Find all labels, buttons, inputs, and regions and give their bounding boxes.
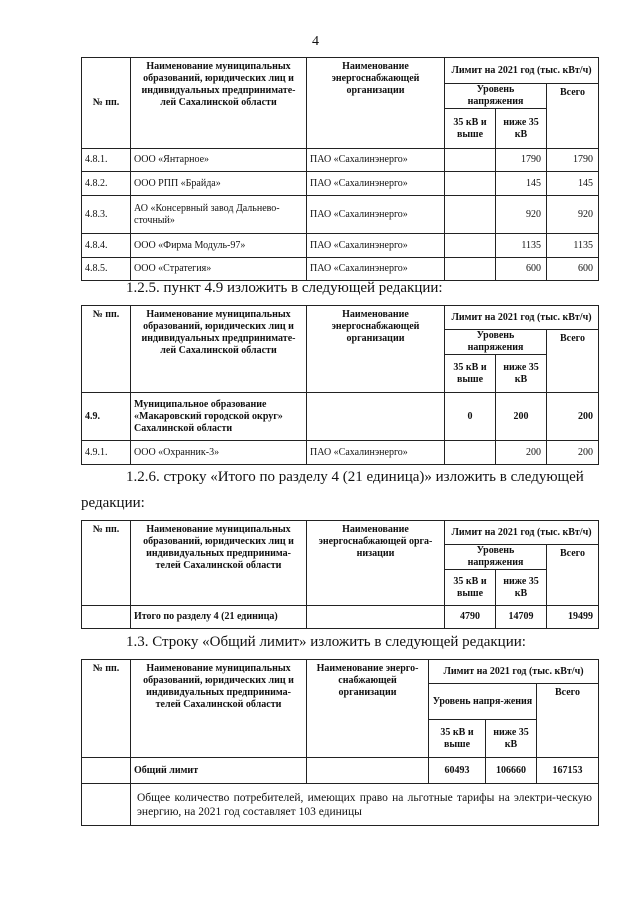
header-limit: Лимит на 2021 год (тыс. кВт/ч) bbox=[429, 660, 599, 684]
limits-table-4-9 bbox=[81, 305, 599, 465]
header-num: № пп. bbox=[82, 58, 131, 149]
header-limit: Лимит на 2021 год (тыс. кВт/ч) bbox=[445, 521, 599, 545]
header-num: № пп. bbox=[82, 521, 131, 606]
header-name: Наименование муниципальных образований, юридических лиц и индивидуальных предпринимате-лей Сахалинской области bbox=[131, 306, 307, 393]
note-row bbox=[82, 784, 599, 826]
limits-table-overall bbox=[81, 659, 599, 826]
table-row: Итого по разделу 4 (21 единица) 4790 14709 19499 bbox=[82, 606, 599, 629]
header-name: Наименование муниципальных образований, юридических лиц и индивидуальных предпринимате-лей Сахалинской области bbox=[131, 58, 307, 149]
consumer-count-note: Общее количество потребителей, имеющих право на льготные тарифы на электри-ческую энергию, на 2021 год составляет 103 единицы bbox=[131, 784, 599, 826]
table-row: 4.8.4. ООО «Фирма Модуль-97» ПАО «Сахалинэнерго» 1135 1135 bbox=[82, 234, 599, 258]
table-row: 4.8.3. АО «Консервный завод Дальнево-сточный» ПАО «Сахалинэнерго» 920 920 bbox=[82, 196, 599, 234]
paragraph-1-2-6: 1.2.6. строку «Итого по разделу 4 (21 единица)» изложить в следующей bbox=[126, 469, 584, 485]
header-level: Уровень напряжения bbox=[445, 545, 547, 570]
header-low: ниже 35 кВ bbox=[496, 570, 547, 606]
header-total: Всего bbox=[547, 84, 599, 149]
paragraph-1-2-5: 1.2.5. пункт 4.9 изложить в следующей редакции: bbox=[126, 280, 443, 296]
paragraph-1-3: 1.3. Строку «Общий лимит» изложить в следующей редакции: bbox=[126, 634, 526, 650]
header-level: Уровень напряжения bbox=[445, 330, 547, 355]
header-high: 35 кВ и выше bbox=[445, 355, 496, 393]
table-row: 4.9.1. ООО «Охранник-3» ПАО «Сахалинэнерго» 200 200 bbox=[82, 441, 599, 465]
header-low: ниже 35 кВ bbox=[496, 355, 547, 393]
header-high: 35 кВ и выше bbox=[445, 570, 496, 606]
page-number: 4 bbox=[312, 34, 319, 49]
limits-table-total-section-4 bbox=[81, 520, 599, 629]
table-row: 4.8.2. ООО РПП «Брайда» ПАО «Сахалинэнерго» 145 145 bbox=[82, 172, 599, 196]
limits-table-4-8 bbox=[81, 57, 599, 281]
header-high: 35 кВ и выше bbox=[429, 720, 486, 758]
header-level: Уровень напряжения bbox=[445, 84, 547, 109]
header-high: 35 кВ и выше bbox=[445, 109, 496, 149]
header-org: Наименование энергоснабжающей организации bbox=[307, 306, 445, 393]
header-org: Наименование энергоснабжающей организации bbox=[307, 58, 445, 149]
header-num: № пп. bbox=[82, 306, 131, 393]
header-org: Наименование энергоснабжающей орга-низации bbox=[307, 521, 445, 606]
header-limit: Лимит на 2021 год (тыс. кВт/ч) bbox=[445, 306, 599, 330]
header-name: Наименование муниципальных образований, юридических лиц и индивидуальных предпринима-телей Сахалинской области bbox=[131, 521, 307, 606]
table-row: 4.8.5. ООО «Стратегия» ПАО «Сахалинэнерго» 600 600 bbox=[82, 258, 599, 281]
header-num: № пп. bbox=[82, 660, 131, 758]
header-total: Всего bbox=[537, 684, 599, 758]
header-org: Наименование энерго-снабжающей организации bbox=[307, 660, 429, 758]
header-low: ниже 35 кВ bbox=[486, 720, 537, 758]
header-low: ниже 35 кВ bbox=[496, 109, 547, 149]
paragraph-1-2-6-cont: редакции: bbox=[81, 495, 145, 511]
header-level: Уровень напря-жения bbox=[429, 684, 537, 720]
header-limit: Лимит на 2021 год (тыс. кВт/ч) bbox=[445, 58, 599, 84]
table-row: Общий лимит 60493 106660 167153 bbox=[82, 758, 599, 784]
header-total: Всего bbox=[547, 545, 599, 606]
header-total: Всего bbox=[547, 330, 599, 393]
table-row: 4.9. Муниципальное образование «Макаровский городской округ» Сахалинской области 0 200 200 bbox=[82, 393, 599, 441]
header-name: Наименование муниципальных образований, юридических лиц и индивидуальных предпринима-телей Сахалинской области bbox=[131, 660, 307, 758]
table-row: 4.8.1. ООО «Янтарное» ПАО «Сахалинэнерго» 1790 1790 bbox=[82, 149, 599, 172]
